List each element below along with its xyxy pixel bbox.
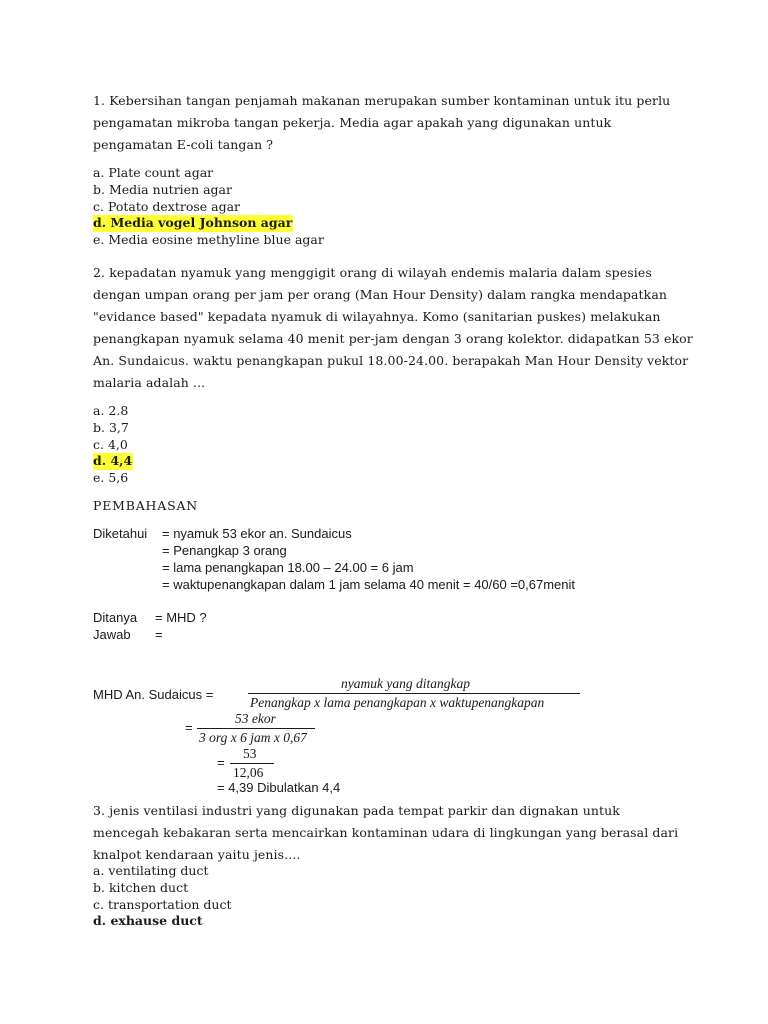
q3-option-a: a. ventilating duct bbox=[93, 863, 209, 878]
fraction-3-bar bbox=[230, 763, 274, 764]
result-line: = 4,39 Dibulatkan 4,4 bbox=[217, 780, 341, 795]
fraction-1-numerator: nyamuk yang ditangkap bbox=[341, 676, 470, 691]
q1-option-e: e. Media eosine methyline blue agar bbox=[93, 232, 324, 248]
fraction-3-equals: = bbox=[217, 755, 225, 770]
fraction-2-equals: = bbox=[185, 720, 193, 735]
question-2-text: 2. kepadatan nyamuk yang menggigit orang di wilayah endemis malaria dalam spesies dengan umpan orang per jam per orang (Man Hour Density) dalam rangka mendapatkan "evidance based" kepadata nyamuk di wilayahnya. Komo (sanitarian puskes) melakukan penangkapan nyamuk selama 40 menit per-jam dengan 3 orang kolektor. didapatkan 53 ekor An. Sundaicus. waktu penangkapan pukul 18.00-24.00. berapakah Man Hour Density vektor malaria adalah ... bbox=[93, 265, 693, 390]
q3-option-d-answer: d. exhause duct bbox=[93, 913, 203, 929]
ditanya-label: Ditanya bbox=[93, 610, 138, 625]
q1-option-a: a. Plate count agar bbox=[93, 165, 214, 180]
question-1-options bbox=[93, 165, 324, 249]
q2-option-e: e. 5,6 bbox=[93, 470, 129, 486]
jawab-value: = bbox=[155, 627, 163, 642]
pembahasan-heading: PEMBAHASAN bbox=[93, 498, 199, 513]
question-2-options bbox=[93, 403, 133, 487]
q2-option-a: a. 2.8 bbox=[93, 403, 129, 418]
question-1-text: 1. Kebersihan tangan penjamah makanan merupakan sumber kontaminan untuk itu perlu pengamatan mikroba tangan pekerja. Media agar apakah yang digunakan untuk pengamatan E-coli tangan ? bbox=[93, 93, 671, 152]
fraction-2-numerator: 53 ekor bbox=[235, 711, 276, 726]
q1-option-c: c. Potato dextrose agar bbox=[93, 198, 241, 214]
q3-option-c: c. transportation duct bbox=[93, 896, 232, 912]
diketahui-line-4: = waktupenangkapan dalam 1 jam selama 40 menit = 40/60 =0,67menit bbox=[162, 577, 576, 592]
diketahui-label: Diketahui bbox=[93, 526, 148, 541]
q3-option-b: b. kitchen duct bbox=[93, 879, 189, 895]
question-3-text: 3. jenis ventilasi industri yang digunakan pada tempat parkir dan dignakan untuk mencegah kebakaran serta mencairkan kontaminan udara di lingkungan yang berasal dari knalpot kendaraan yaitu jenis.... bbox=[93, 803, 679, 862]
diketahui-line-1: = nyamuk 53 ekor an. Sundaicus bbox=[162, 526, 352, 541]
q1-option-d-answer: d. Media vogel Johnson agar bbox=[93, 215, 293, 231]
fraction-3-denominator: 12,06 bbox=[233, 765, 264, 780]
fraction-2-bar bbox=[197, 728, 315, 729]
fraction-3-numerator: 53 bbox=[243, 746, 257, 761]
mhd-label: MHD An. Sudaicus = bbox=[93, 687, 214, 702]
question-3-options bbox=[93, 863, 232, 930]
fraction-1-denominator: Penangkap x lama penangkapan x waktupenangkapan bbox=[250, 695, 545, 710]
fraction-1-bar bbox=[248, 693, 580, 694]
q2-option-c: c. 4,0 bbox=[93, 436, 128, 452]
ditanya-value: = MHD ? bbox=[155, 610, 207, 625]
q1-option-b: b. Media nutrien agar bbox=[93, 181, 232, 197]
q2-option-b: b. 3,7 bbox=[93, 419, 129, 435]
diketahui-line-3: = lama penangkapan 18.00 – 24.00 = 6 jam bbox=[162, 560, 414, 575]
diketahui-line-2: = Penangkap 3 orang bbox=[162, 543, 287, 558]
fraction-2-denominator: 3 org x 6 jam x 0,67 bbox=[199, 730, 307, 745]
jawab-label: Jawab bbox=[93, 627, 131, 642]
q2-option-d-answer: d. 4,4 bbox=[93, 453, 133, 469]
